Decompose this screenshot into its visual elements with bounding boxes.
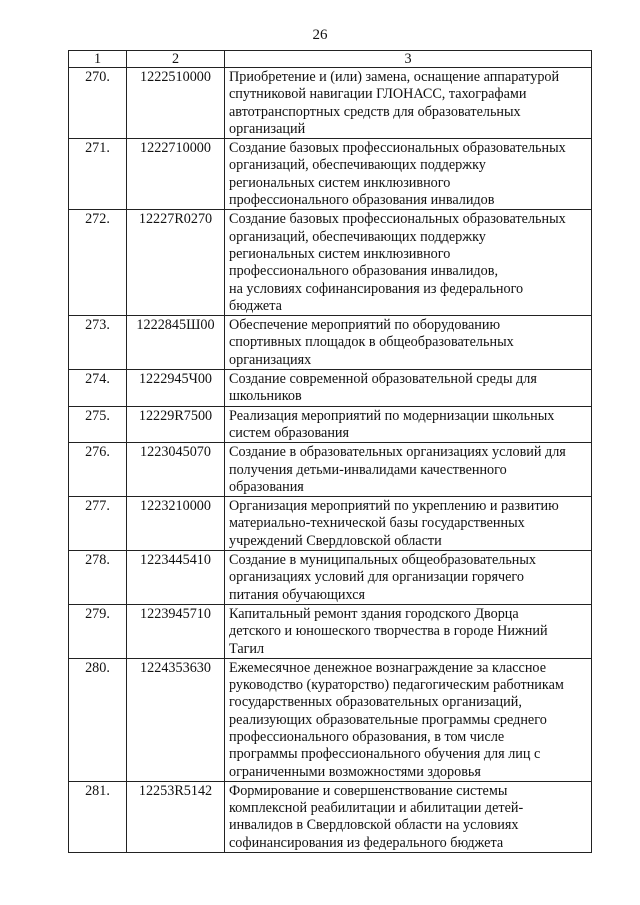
row-code: 1223210000 [127,497,225,551]
row-code: 1222710000 [127,139,225,210]
table-row [69,497,592,551]
row-number: 278. [69,551,127,605]
description-line: организаций, обеспечивающих поддержку [229,157,486,174]
description-line: инвалидов в Свердловской области на условиях [229,817,519,834]
description-line: руководство (кураторство) педагогическим работникам [229,677,564,694]
row-description [225,139,592,210]
table-row [69,443,592,497]
row-code: 1223045070 [127,443,225,497]
description-line: софинансирования из федерального бюджета [229,834,504,851]
description-line: питания обучающихся [229,586,366,603]
description-line: Создание базовых профессиональных образовательных [229,211,566,228]
table-row [69,370,592,407]
description-line: Создание в муниципальных общеобразовательных [229,552,537,569]
description-line: реализующих образовательные программы среднего [229,711,547,728]
row-number: 273. [69,316,127,370]
description-line: образования [229,478,304,495]
row-code: 12229R7500 [127,406,225,443]
table-row [69,406,592,443]
row-number: 271. [69,139,127,210]
row-description [225,443,592,497]
description-line: профессионального образования, в том числе [229,728,505,745]
table-body [69,68,592,853]
row-code: 1223445410 [127,551,225,605]
description-line: профессионального образования инвалидов [229,192,495,209]
column-header-2: 2 [127,51,225,68]
description-line: организаций [229,120,306,137]
description-line: комплексной реабилитации и абилитации детей- [229,800,524,817]
row-code: 1222945Ч00 [127,370,225,407]
description-line: организациях условий для организации горячего [229,569,524,586]
table-row [69,139,592,210]
codes-table [68,50,592,853]
row-code: 1223945710 [127,604,225,658]
description-line: региональных систем инклюзивного [229,245,451,262]
row-code: 12227R0270 [127,210,225,316]
row-description [225,370,592,407]
row-code: 1224353630 [127,658,225,781]
row-number: 274. [69,370,127,407]
row-number: 270. [69,68,127,139]
description-line: спутниковой навигации ГЛОНАСС, тахографами [229,86,527,103]
row-description [225,406,592,443]
description-line: государственных образовательных организаций, [229,694,522,711]
description-line: программы профессионального обучения для лиц с [229,746,541,763]
description-line: Капитальный ремонт здания городского Дворца [229,605,519,622]
table-row [69,210,592,316]
row-description [225,497,592,551]
description-line: Создание базовых профессиональных образовательных [229,140,566,157]
row-number: 276. [69,443,127,497]
description-line: Создание в образовательных организациях условий для [229,444,566,461]
description-line: детского и юношеского творчества в городе Нижний [229,623,548,640]
row-description [225,551,592,605]
description-line: на условиях софинансирования из федерального [229,280,524,297]
description-line: организациях [229,351,312,368]
row-number: 272. [69,210,127,316]
description-line: Тагил [229,640,265,657]
description-line: учреждений Свердловской области [229,532,442,549]
table-row [69,604,592,658]
description-line: региональных систем инклюзивного [229,174,451,191]
description-line: Формирование и совершенствование системы [229,782,508,799]
row-description [225,604,592,658]
description-line: ограниченными возможностями здоровья [229,763,481,780]
row-description [225,316,592,370]
description-line: Ежемесячное денежное вознаграждение за классное [229,659,546,676]
row-number: 275. [69,406,127,443]
table-row [69,658,592,781]
table-row [69,316,592,370]
description-line: Приобретение и (или) замена, оснащение аппаратурой [229,69,560,85]
description-line: профессионального образования инвалидов, [229,263,498,280]
column-header-3: 3 [225,51,592,68]
description-line: Обеспечение мероприятий по оборудованию [229,317,501,334]
row-code: 12253R5142 [127,781,225,852]
column-header-1: 1 [69,51,127,68]
description-line: Создание современной образовательной среды для [229,371,537,388]
description-line: автотранспортных средств для образовательных [229,103,521,120]
description-line: спортивных площадок в общеобразовательных [229,334,514,351]
table-header-row [69,51,592,68]
row-number: 279. [69,604,127,658]
row-number: 281. [69,781,127,852]
description-line: материально-технической базы государственных [229,515,525,532]
row-number: 280. [69,658,127,781]
table-row [69,68,592,139]
page-number: 26 [312,27,328,43]
table-row [69,781,592,852]
row-description [225,210,592,316]
description-line: школьников [229,388,302,405]
description-line: Реализация мероприятий по модернизации школьных [229,407,555,424]
row-description [225,68,592,139]
row-number: 277. [69,497,127,551]
description-line: организаций, обеспечивающих поддержку [229,228,486,245]
row-code: 1222510000 [127,68,225,139]
table-row [69,551,592,605]
description-line: Организация мероприятий по укреплению и развитию [229,498,559,515]
description-line: бюджета [229,297,282,314]
row-description [225,658,592,781]
row-code: 1222845Ш00 [127,316,225,370]
row-description [225,781,592,852]
description-line: получения детьми-инвалидами качественного [229,461,507,478]
description-line: систем образования [229,424,350,441]
